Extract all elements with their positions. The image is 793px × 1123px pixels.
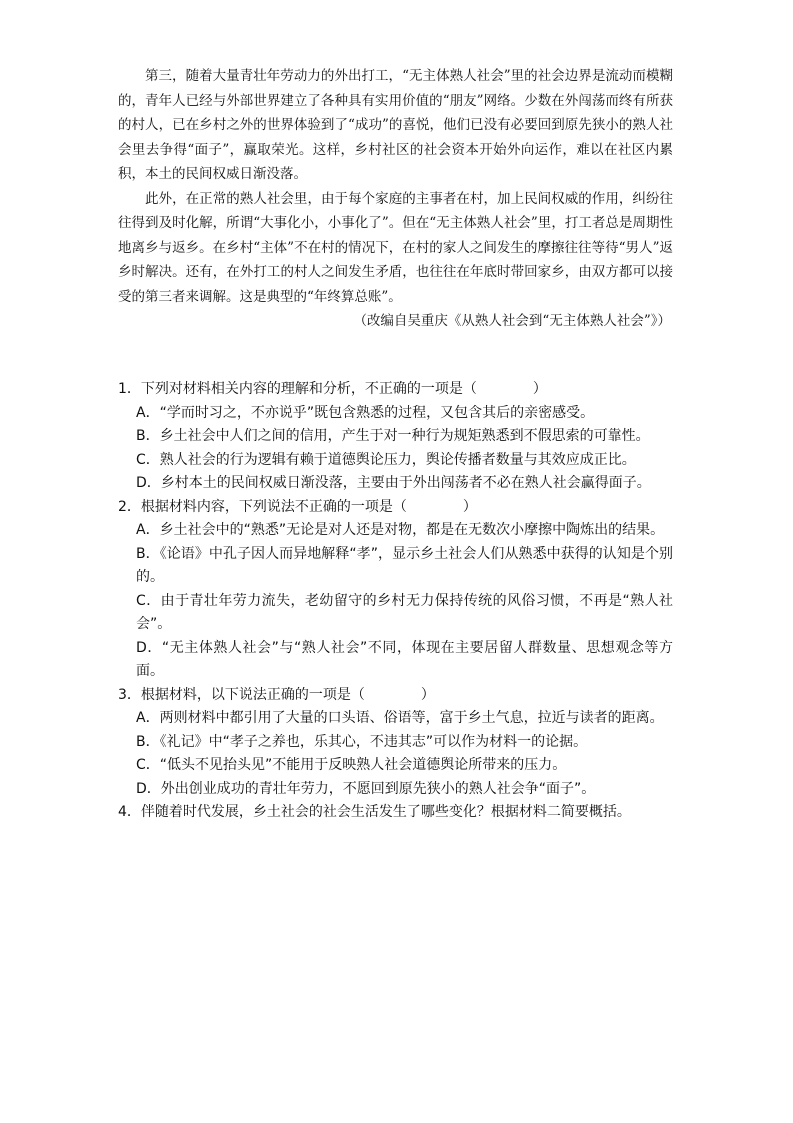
question-3-option-b: B．《礼记》中“孝子之养也，乐其心，不违其志”可以作为材料一的论据。 [136,733,588,750]
question-4-stem: 4．伴随着时代发展，乡土社会的社会生活发生了哪些变化？根据材料二简要概括。 [118,804,631,820]
question-3-option-c: C．“低头不见抬头见”不能用于反映熟人社会道德舆论所带来的压力。 [136,757,567,773]
question-1-stem: 1．下列对材料相关内容的理解和分析，不正确的一项是（ ） [118,381,547,397]
question-2-option-d: D．“无主体熟人社会”与“熟人社会”不同，体现在主要居留人群数量、思想观念等方面。 [136,639,673,679]
question-1-option-b: B．乡土社会中人们之间的信用，产生于对一种行为规矩熟悉到不假思索的可靠性。 [136,428,650,444]
material-source: （改编自吴重庆《从熟人社会到“无主体熟人社会”》） [353,313,671,329]
question-2 [118,496,673,684]
question-3 [118,684,673,802]
question-4 [118,801,673,825]
question-3-option-a: A．两则材料中都引用了大量的口头语、俗语等，富于乡土气息，拉近与读者的距离。 [136,710,664,726]
material-paragraph-1: 第三，随着大量青壮年劳动力的外出打工，“无主体熟人社会”里的社会边界是流动而模糊的，青年人已经与外部世界建立了各种具有实用价值的“朋友”网络。少数在外闯荡而终有所获的村人，已在乡村之外的世界体验到了“成功”的喜悦，他们已没有必要回到原先狭小的熟人社会里去争得“面子”，赢取荣光。这样，乡村社区的社会资本开始外向运作，难以在社区内累积，本土的民间权威日渐没落。 [118,68,673,182]
question-1-option-c: C．熟人社会的行为逻辑有赖于道德舆论压力，舆论传播者数量与其效应成正比。 [136,451,636,468]
question-list [118,378,673,825]
question-2-option-b: B．《论语》中孔子因人而异地解释“孝”，显示乡土社会人们从熟悉中获得的认知是个别的。 [136,545,673,585]
question-2-option-c: C．由于青壮年劳力流失，老幼留守的乡村无力保持传统的风俗习惯，不再是“熟人社会”。 [136,592,673,632]
material-paragraph-2: 此外，在正常的熟人社会里，由于每个家庭的主事者在村，加上民间权威的作用，纠纷往往得到及时化解，所谓“大事化小，小事化了”。但在“无主体熟人社会”里，打工者总是周期性地离乡与返乡。在乡村“主体”不在村的情况下，在村的家人之间发生的摩擦往往等待“男人”返乡时解决。还有，在外打工的村人之间发生矛盾，也往往在年底时带回家乡，由双方都可以接受的第三者来调解。这是典型的“年终算总账”。 [118,190,673,305]
question-1 [118,378,673,496]
question-2-stem: 2．根据材料内容，下列说法不正确的一项是（ ） [118,498,477,515]
question-1-option-a: A．“学而时习之，不亦说乎”既包含熟悉的过程，又包含其后的亲密感受。 [136,404,595,421]
question-3-stem: 3．根据材料，以下说法正确的一项是（ ） [118,686,435,703]
question-1-option-d: D．乡村本土的民间权威日渐没落，主要由于外出闯荡者不必在熟人社会赢得面子。 [136,475,651,491]
reading-material [118,64,673,334]
question-3-option-d: D．外出创业成功的青壮年劳力，不愿回到原先狭小的熟人社会争“面子”。 [136,780,596,797]
question-2-option-a: A．乡土社会中的“熟悉”无论是对人还是对物，都是在无数次小摩擦中陶炼出的结果。 [136,522,665,538]
